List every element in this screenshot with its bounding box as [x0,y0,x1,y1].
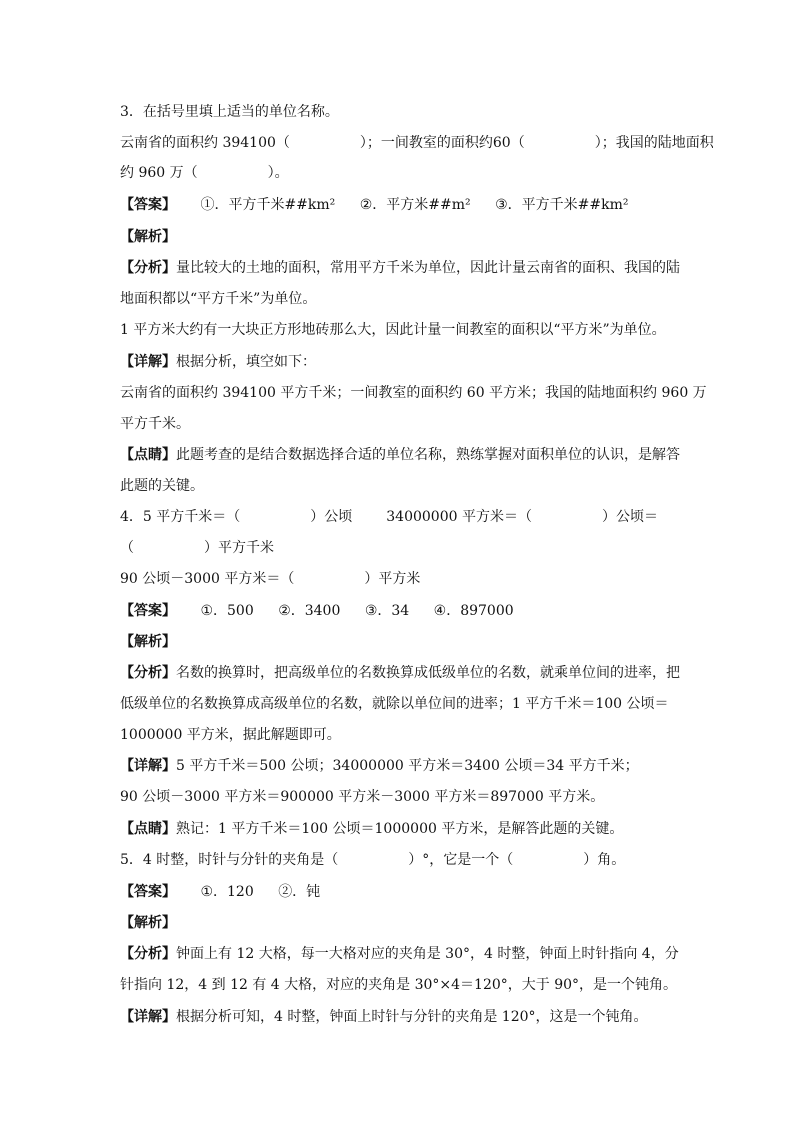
xiangjie-tag: 【详解】 [120,758,176,774]
paragraph-text: 平方千米。 [120,416,190,432]
question-4-fenxi-2 [120,694,669,714]
dianjing-tag: 【点睛】 [120,821,176,837]
question-3-line-1 [120,133,714,153]
question-4-line-2-text: （ ）平方千米 [120,540,274,556]
question-3-xiangjie-2 [120,383,707,403]
question-3-line-2-text: 约 960 万（ ）。 [120,165,289,181]
fenxi-tag: 【分析】 [120,946,176,962]
question-4-title-text: 34000000 平方米＝（ ）公顷＝ [386,509,658,525]
question-3-xiangjie-3 [120,414,190,434]
fenxi-tag: 【分析】 [120,260,176,276]
paragraph-text: 此题考查的是结合数据选择合适的单位名称，熟练掌握对面积单位的认识，是解答 [176,447,680,463]
question-4-title-text: 4．5 平方千米＝（ ）公顷 [120,509,353,525]
answer-item: ①．500 [200,603,254,619]
question-5-fenxi-1 [120,944,679,964]
question-4-xiangjie-2 [120,787,604,807]
fenxi-tag: 【分析】 [120,665,176,681]
paragraph-text: 低级单位的名数换算成高级单位的名数，就除以单位间的进率；1 平方千米＝100 公顷＝ [120,696,669,712]
question-4-fenxi-1 [120,663,680,683]
paragraph-text: 地面积都以“平方千米”为单位。 [120,291,317,307]
question-3-line-2 [120,163,289,183]
paragraph-text: 5 平方千米＝500 公顷；34000000 平方米＝3400 公顷＝34 平方千米； [176,758,639,774]
paragraph-text: 1 平方米大约有一大块正方形地砖那么大，因此计量一间教室的面积以“平方米”为单位。 [120,322,666,338]
paragraph-text: 熟记：1 平方千米＝100 公顷＝1000000 平方米，是解答此题的关键。 [176,821,624,837]
paragraph-text: 根据分析，填空如下： [176,354,316,370]
question-5-answer [120,882,320,902]
question-4-line-2 [120,538,274,558]
answer-tag: 【答案】 [120,197,176,213]
question-3-title [120,102,339,122]
answer-item: ①．120 [200,884,254,900]
answer-item: ②．3400 [278,603,341,619]
question-3-title-text: 3．在括号里填上适当的单位名称。 [120,104,339,120]
answer-tag: 【答案】 [120,603,176,619]
analysis-tag: 【解析】 [120,915,176,931]
paragraph-text: 此题的关键。 [120,478,204,494]
question-3-line-1-text: 云南省的面积约 394100（ ）；一间教室的面积约60（ ）；我国的陆地面积 [120,135,714,151]
question-4-line-3 [120,569,420,589]
question-3-fenxi-1 [120,258,680,278]
paragraph-text: 90 公顷－3000 平方米＝900000 平方米－3000 平方米＝897000 平方米。 [120,789,605,805]
question-3-dianjing-2 [120,476,204,496]
answer-item: ②．钝 [278,884,321,900]
question-3-xiangjie-1 [120,352,316,372]
answer-item: ③．平方千米##km² [495,197,629,213]
question-5-xiangjie-1 [120,1007,648,1027]
analysis-tag: 【解析】 [120,634,176,650]
question-3-fenxi-3 [120,320,666,340]
question-4-title [120,507,658,527]
question-4-analysis-heading [120,632,176,652]
question-5-title [120,850,625,870]
question-5-analysis-heading [120,913,176,933]
paragraph-text: 针指向 12，4 到 12 有 4 大格，对应的夹角是 30°×4＝120°，大于 90°，是一个钝角。 [120,977,678,993]
question-5-fenxi-2 [120,975,677,995]
paragraph-text: 名数的换算时，把高级单位的名数换算成低级单位的名数，就乘单位间的进率，把 [176,665,680,681]
question-4-fenxi-3 [120,725,341,745]
answer-item: ④．897000 [433,603,514,619]
answer-item: ②．平方米##m² [359,197,471,213]
analysis-tag: 【解析】 [120,229,176,245]
dianjing-tag: 【点睛】 [120,447,176,463]
paragraph-text: 钟面上有 12 大格，每一大格对应的夹角是 30°，4 时整，钟面上时针指向 4，分 [176,946,679,962]
question-3-analysis-heading [120,227,176,247]
question-3-dianjing-1 [120,445,680,465]
xiangjie-tag: 【详解】 [120,354,176,370]
question-3-fenxi-2 [120,289,316,309]
answer-item: ①．平方千米##km² [200,197,336,213]
paragraph-text: 云南省的面积约 394100 平方千米；一间教室的面积约 60 平方米；我国的陆地面积约 960 万 [120,385,707,401]
question-4-xiangjie-1 [120,756,639,776]
answer-tag: 【答案】 [120,884,176,900]
question-3-answer [120,195,629,215]
paragraph-text: 根据分析可知，4 时整，钟面上时针与分针的夹角是 120°，这是一个钝角。 [176,1009,648,1025]
paragraph-text: 量比较大的土地的面积，常用平方千米为单位，因此计量云南省的面积、我国的陆 [176,260,680,276]
question-5-title-text: 5．4 时整，时针与分针的夹角是（ ）°，它是一个（ ）角。 [120,852,626,868]
paragraph-text: 1000000 平方米，据此解题即可。 [120,727,341,743]
question-4-dianjing-1 [120,819,623,839]
question-4-answer [120,601,514,621]
xiangjie-tag: 【详解】 [120,1009,176,1025]
question-4-line-3-text: 90 公顷－3000 平方米＝（ ）平方米 [120,571,421,587]
answer-item: ③．34 [364,603,410,619]
